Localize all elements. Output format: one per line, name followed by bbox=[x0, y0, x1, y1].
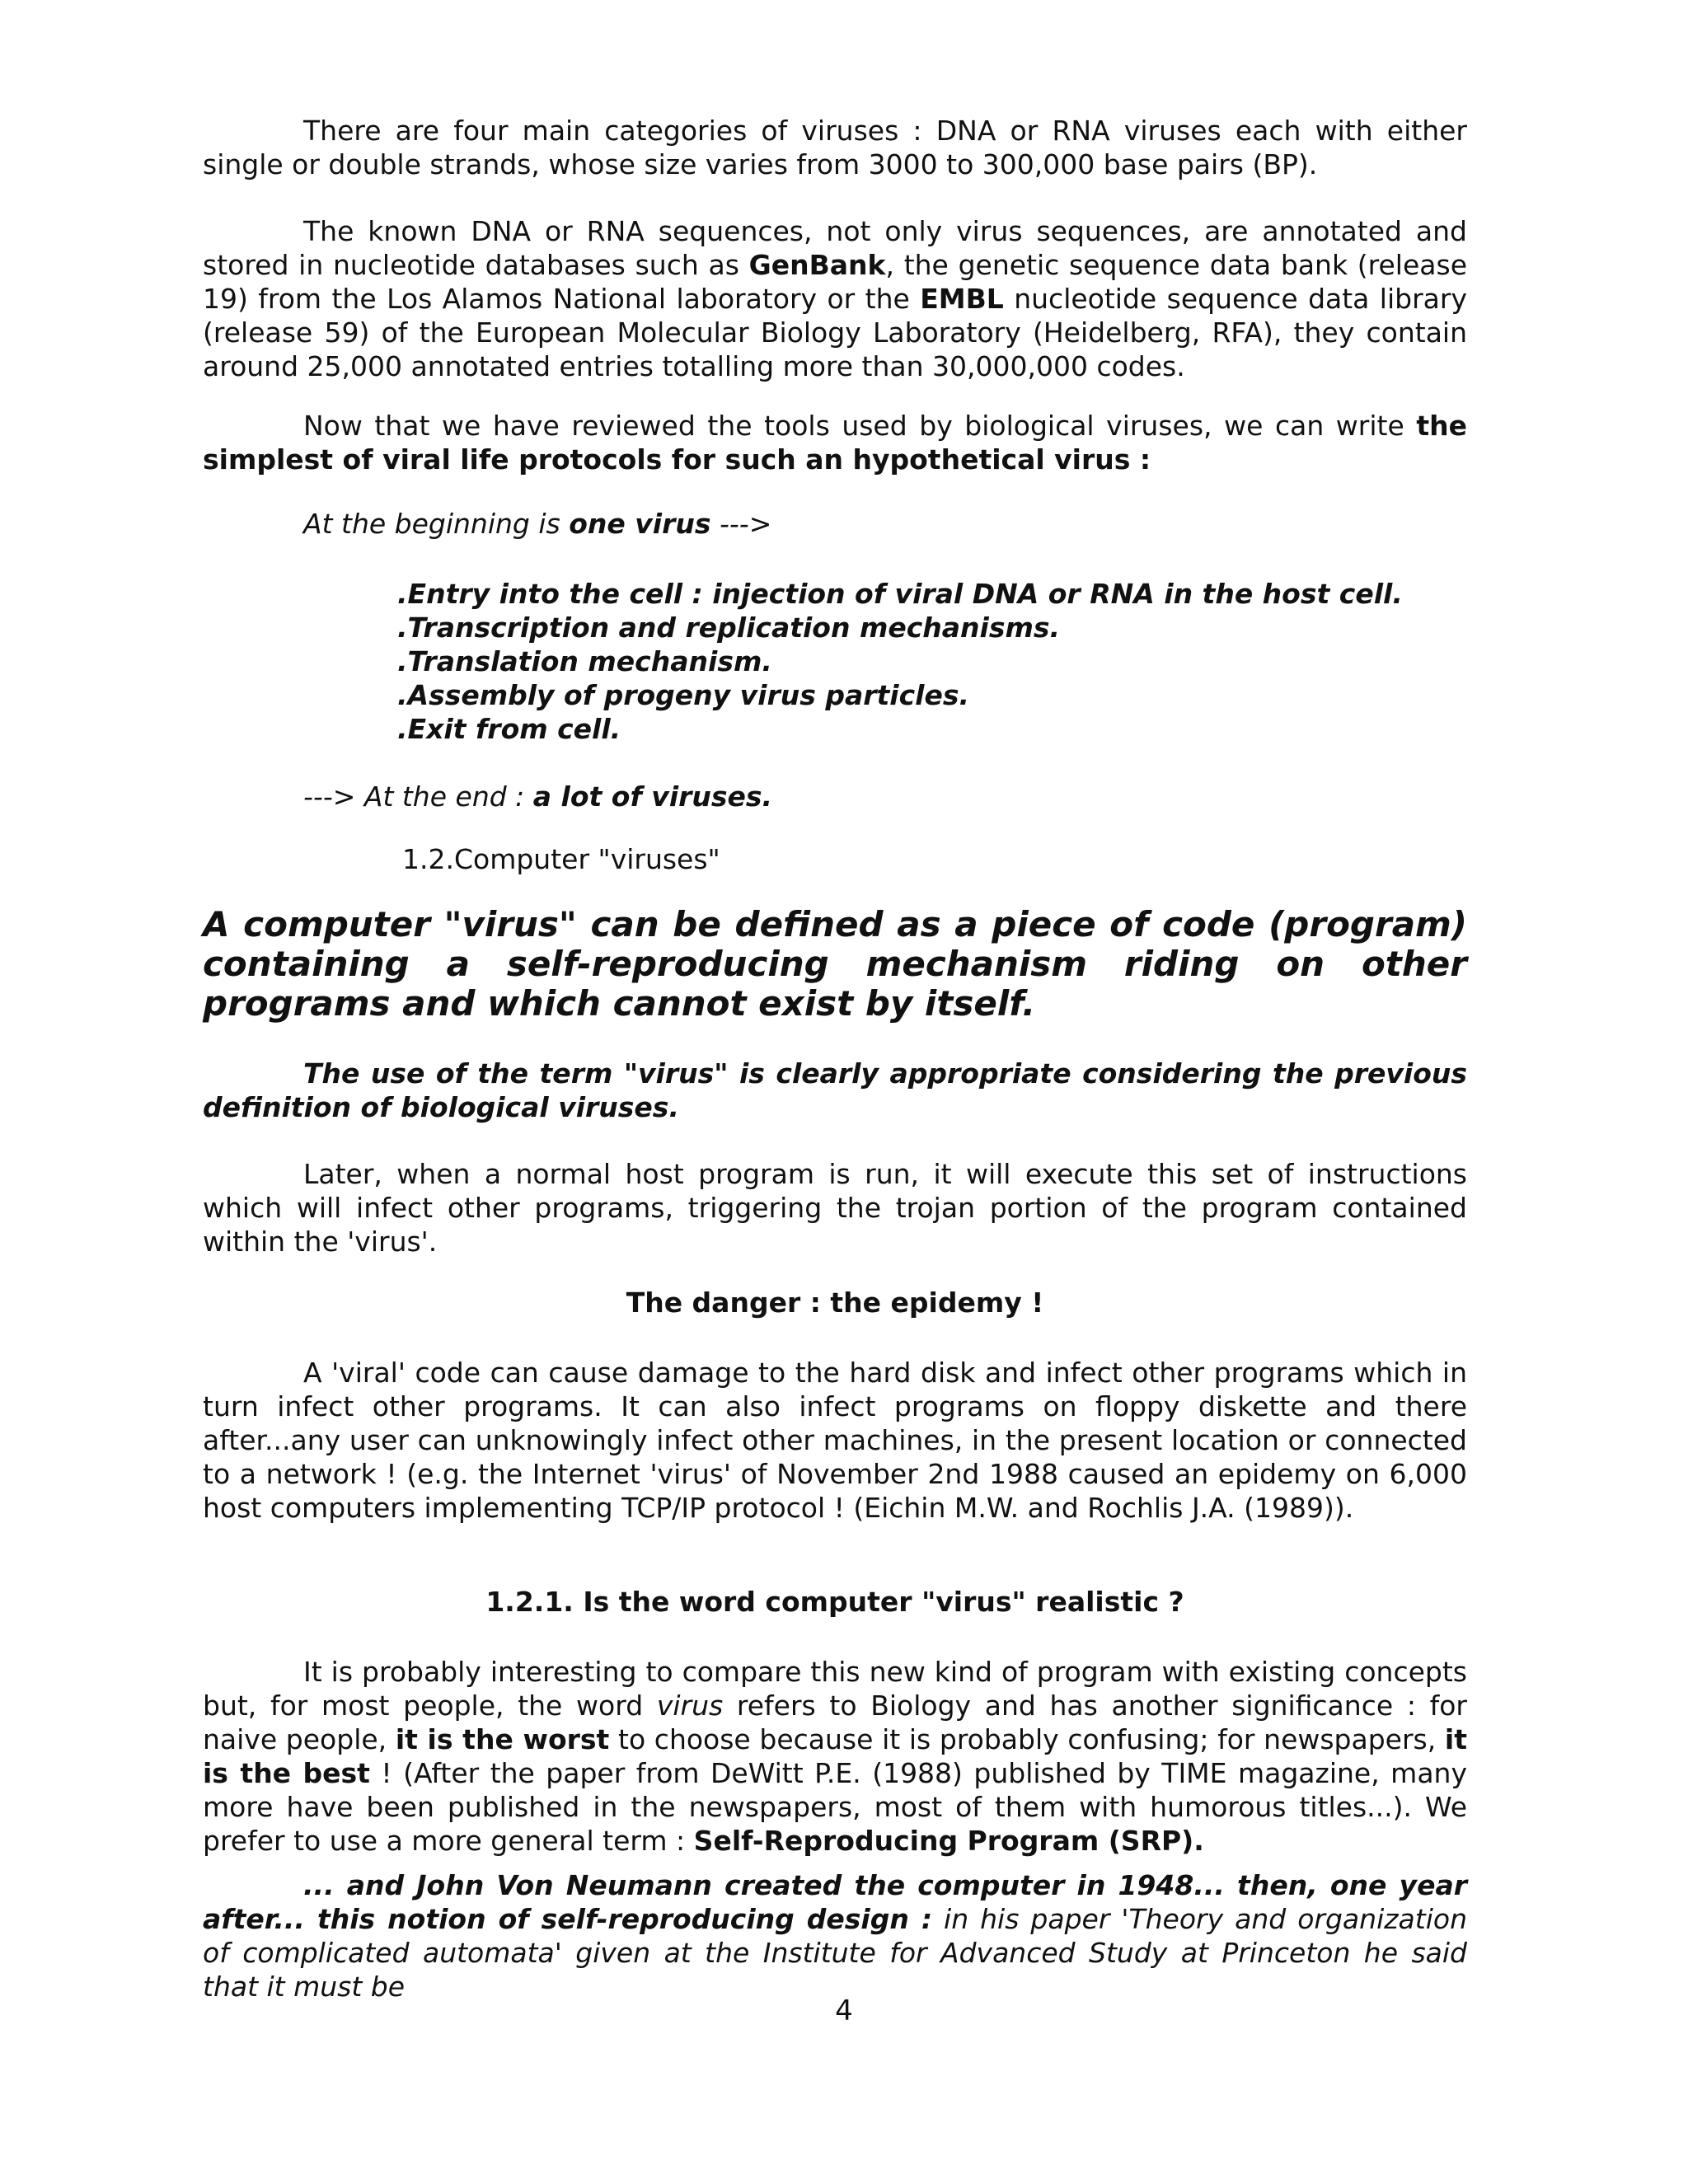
term-note: The use of the term "virus" is clearly appropriate considering the previous definition of biological viruses. bbox=[203, 1057, 1467, 1123]
protocol-step: .Translation mechanism. bbox=[397, 645, 772, 677]
paragraph-compare: It is probably interesting to compare this new kind of program with existing concepts but, for most people, the word virus refers to Biology and has another significance : for naive people, it is the worst to choose because it is probably confusing; for newspapers, it is the best ! (After the paper from DeWitt P.E. (1988) published by TIME magazine, many more have been published in the newspapers, most of them with humorous titles...). We prefer to use a more general term : Self-Reproducing Program (SRP). bbox=[203, 1656, 1467, 1857]
genbank-term: GenBank bbox=[748, 249, 886, 281]
page-number: 4 bbox=[835, 1994, 853, 2027]
paragraph-danger: A 'viral' code can cause damage to the hard disk and infect other programs which in turn infect other programs. It can also infect programs on floppy diskette and there after...any user can unknowingly infect other machines, in the present location or connected to a network ! (e.g. the Internet 'virus' of November 2nd 1988 caused an epidemy on 6,000 host computers implementing TCP/IP protocol ! (Eichin M.W. and Rochlis J.A. (1989)). bbox=[203, 1357, 1467, 1524]
paragraph-von-neumann: ... and John Von Neumann created the computer in 1948... then, one year after... this notion of self-reproducing design : in his paper 'Theory and organization of complicated automata' given at the Institute for Advanced Study at Princeton he said that it must be bbox=[203, 1869, 1467, 2003]
protocol-step: .Assembly of progeny virus particles. bbox=[397, 679, 970, 711]
heading-danger: The danger : the epidemy ! bbox=[626, 1286, 1044, 1319]
embl-term: EMBL bbox=[920, 283, 1004, 315]
section-heading-computer-viruses: 1.2.Computer "viruses" bbox=[402, 843, 720, 875]
protocol-step: .Transcription and replication mechanisms. bbox=[397, 612, 1061, 644]
paragraph-virus-categories: There are four main categories of viruses : DNA or RNA viruses each with either single or double strands, whose size varies from 3000 to 300,000 base pairs (BP). bbox=[203, 115, 1467, 180]
heading-word-realistic: 1.2.1. Is the word computer "virus" realistic ? bbox=[485, 1586, 1184, 1618]
definition-computer-virus: A computer "virus" can be defined as a piece of code (program) containing a self-reproducing mechanism riding on other programs and which cannot exist by itself. bbox=[203, 904, 1467, 1024]
paragraph-protocol-intro: Now that we have reviewed the tools used by biological viruses, we can write the simplest of viral life protocols for such an hypothetical virus : bbox=[203, 410, 1467, 476]
protocol-end: ---> At the end : a lot of viruses. bbox=[303, 780, 773, 813]
paragraph-databases: The known DNA or RNA sequences, not only virus sequences, are annotated and stored in nucleotide databases such as GenBank, the genetic sequence data bank (release 19) from the Los Alamos National laboratory or the EMBL nucleotide sequence data library (release 59) of the European Molecular Biology Laboratory (Heidelberg, RFA), they contain around 25,000 annotated entries totalling more than 30,000,000 codes. bbox=[203, 215, 1467, 382]
protocol-start: At the beginning is one virus ---> bbox=[303, 508, 772, 540]
protocol-step: .Entry into the cell : injection of viral DNA or RNA in the host cell. bbox=[397, 578, 1403, 610]
paragraph-host-program: Later, when a normal host program is run, it will execute this set of instructions which will infect other programs, triggering the trojan portion of the program contained within the 'virus'. bbox=[203, 1158, 1467, 1258]
protocol-step: .Exit from cell. bbox=[397, 713, 621, 745]
